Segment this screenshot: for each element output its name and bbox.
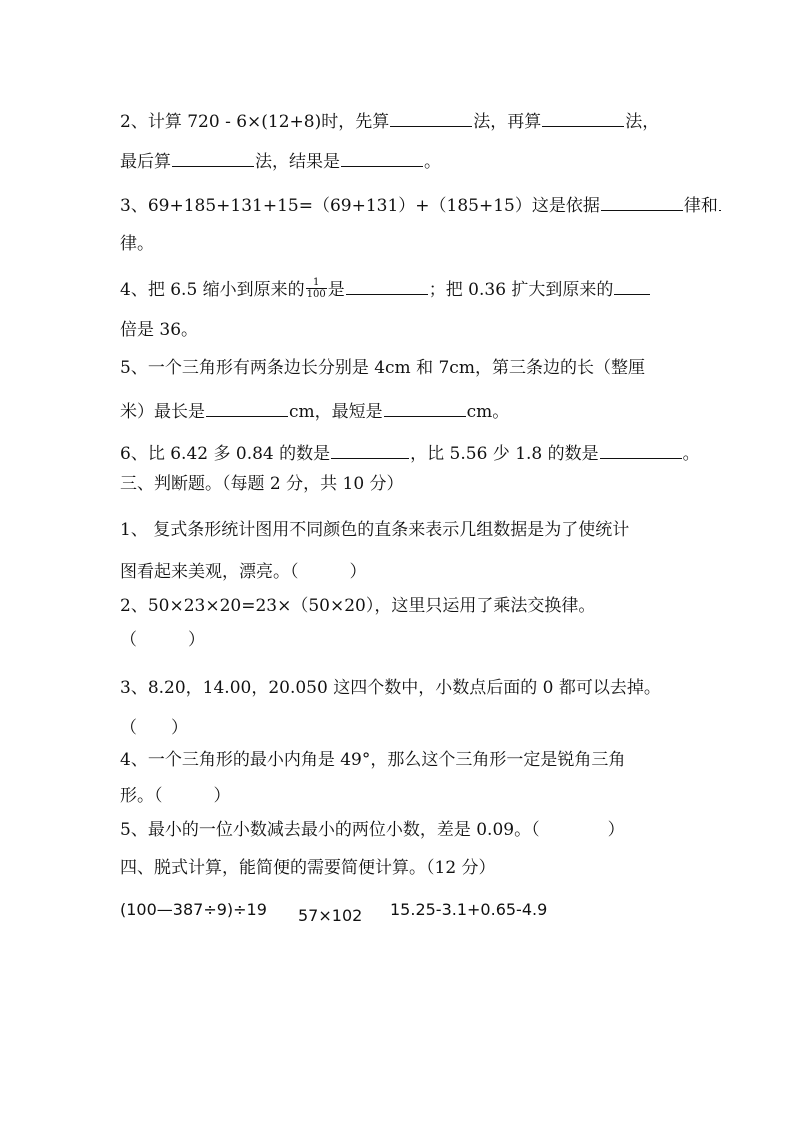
answer-blank[interactable] (206, 398, 288, 417)
question-4-line-2: 倍是 36。 (120, 320, 199, 340)
judge-4-line-1: 4、一个三角形的最小内角是 49°，那么这个三角形一定是锐角三角 (120, 750, 626, 770)
judge-5: 5、最小的一位小数减去最小的两位小数，差是 0.09。（ ） (120, 820, 625, 840)
judge-3-line-1: 3、8.20，14.00，20.050 这四个数中，小数点后面的 0 都可以去掉。 (120, 678, 661, 698)
judge-2-line-2: （ ） (120, 630, 205, 650)
answer-blank[interactable] (346, 276, 428, 295)
section-3-title: 三、判断题。（每题 2 分，共 10 分） (120, 474, 404, 494)
judge-3-line-2: （ ） (120, 718, 188, 738)
answer-blank[interactable] (390, 108, 472, 127)
question-2-line-2: 最后算 法，结果是 。 (120, 148, 441, 174)
judge-1-line-1: 1、 复式条形统计图用不同颜色的直条来表示几组数据是为了使统计 (120, 520, 630, 540)
answer-blank[interactable] (542, 108, 624, 127)
judge-1-line-2: 图看起来美观，漂亮。（ ） (120, 562, 367, 582)
question-3-line-1: 3、69+185+131+15=（69+131）+（185+15）这是依据 律和 (120, 192, 722, 218)
fraction-one-hundredth: $\frac{1}{100}$ (306, 277, 326, 300)
section-4-title: 四、脱式计算，能简便的需要简便计算。（12 分） (120, 858, 496, 878)
judge-2-line-1: 2、50×23×20=23×（50×20），这里只运用了乘法交换律。 (120, 596, 596, 616)
calc-expression-1: (100—387÷9)÷19 (120, 900, 267, 919)
answer-blank[interactable] (331, 440, 409, 459)
question-2-line-1: 2、计算 720 - 6×(12+8)时，先算 法，再算 法， (120, 108, 659, 134)
calc-expression-3: 15.25-3.1+0.65-4.9 (390, 900, 548, 919)
answer-blank[interactable] (384, 398, 466, 417)
answer-blank[interactable] (601, 192, 683, 211)
question-5-line-1: 5、一个三角形有两条边长分别是 4cm 和 7cm，第三条边的长（整厘 (120, 358, 645, 378)
answer-blank[interactable] (341, 148, 423, 167)
answer-blank[interactable] (172, 148, 254, 167)
question-4-line-1: 4、把 6.5 缩小到原来的 $\frac{1}{100}$ 是 ；把 0.36 扩大到原来的 (120, 276, 651, 302)
judge-4-line-2: 形。（ ） (120, 786, 231, 806)
answer-blank[interactable] (600, 440, 682, 459)
question-3-line-2: 律。 (120, 234, 154, 254)
answer-blank[interactable] (719, 192, 721, 211)
question-6: 6、比 6.42 多 0.84 的数是 ，比 5.56 少 1.8 的数是 。 (120, 440, 700, 466)
calc-expression-2: 57×102 (298, 906, 363, 925)
answer-blank[interactable] (614, 276, 650, 295)
question-5-line-2: 米）最长是 cm，最短是 cm。 (120, 398, 509, 424)
